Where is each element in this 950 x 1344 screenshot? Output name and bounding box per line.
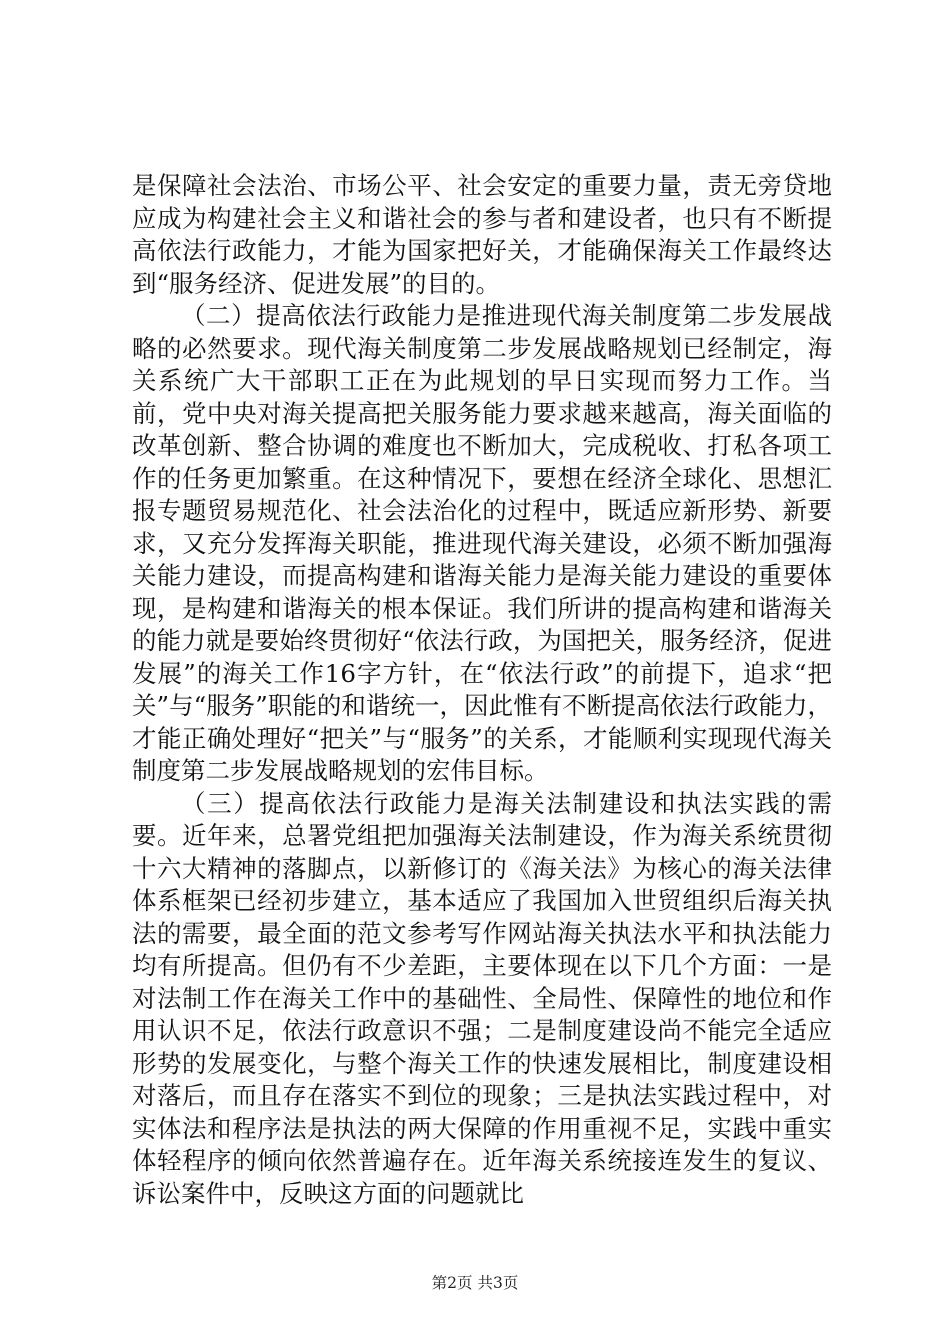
paragraph-continuation: 是保障社会法治、市场公平、社会安定的重要力量，责无旁贷地应成为构建社会主义和谐社会的参与者和建设者，也只有不断提高依法行政能力，才能为国家把好关，才能确保海关工作最终达到“服务经济、促进发展”的目的。 xyxy=(132,171,832,298)
document-body xyxy=(132,170,832,1210)
paragraph-section-two: （二）提高依法行政能力是推进现代海关制度第二步发展战略的必然要求。现代海关制度第二步发展战略规划已经制定，海关系统广大干部职工正在为此规划的早日实现而努力工作。当前，党中央对海关提高把关服务能力要求越来越高，海关面临的改革创新、整合协调的难度也不断加大，完成税收、打私各项工作的任务更加繁重。在这种情况下，要想在经济全球化、思想汇报专题贸易规范化、社会法治化的过程中，既适应新形势、新要求，又充分发挥海关职能，推进现代海关建设，必须不断加强海关能力建设，而提高构建和谐海关能力是海关能力建设的重要体现，是构建和谐海关的根本保证。我们所讲的提高构建和谐海关的能力就是要始终贯彻好“依法行政，为国把关，服务经济，促进发展”的海关工作16字方针，在“依法行政”的前提下，追求“把关”与“服务”职能的和谐统一，因此惟有不断提高依法行政能力，才能正确处理好“把关”与“服务”的关系，才能顺利实现现代海关制度第二步发展战略规划的宏伟目标。 xyxy=(132,301,832,785)
page-footer xyxy=(0,1271,950,1293)
paragraph-section-three: （三）提高依法行政能力是海关法制建设和执法实践的需要。近年来，总署党组把加强海关法制建设，作为海关系统贯彻十六大精神的落脚点，以新修订的《海关法》为核心的海关法律体系框架已经初步建立，基本适应了我国加入世贸组织后海关执法的需要，最全面的范文参考写作网站海关执法水平和执法能力均有所提高。但仍有不少差距，主要体现在以下几个方面：一是对法制工作在海关工作中的基础性、全局性、保障性的地位和作用认识不足，依法行政意识不强；二是制度建设尚不能完全适应形势的发展变化，与整个海关工作的快速发展相比，制度建设相对落后，而且存在落实不到位的现象；三是执法实践过程中，对实体法和程序法是执法的两大保障的作用重视不足，实践中重实体轻程序的倾向依然普遍存在。近年海关系统接连发生的复议、诉讼案件中，反映这方面的问题就比 xyxy=(132,788,832,1208)
page-number-label: 第2页 共3页 xyxy=(431,1274,519,1292)
